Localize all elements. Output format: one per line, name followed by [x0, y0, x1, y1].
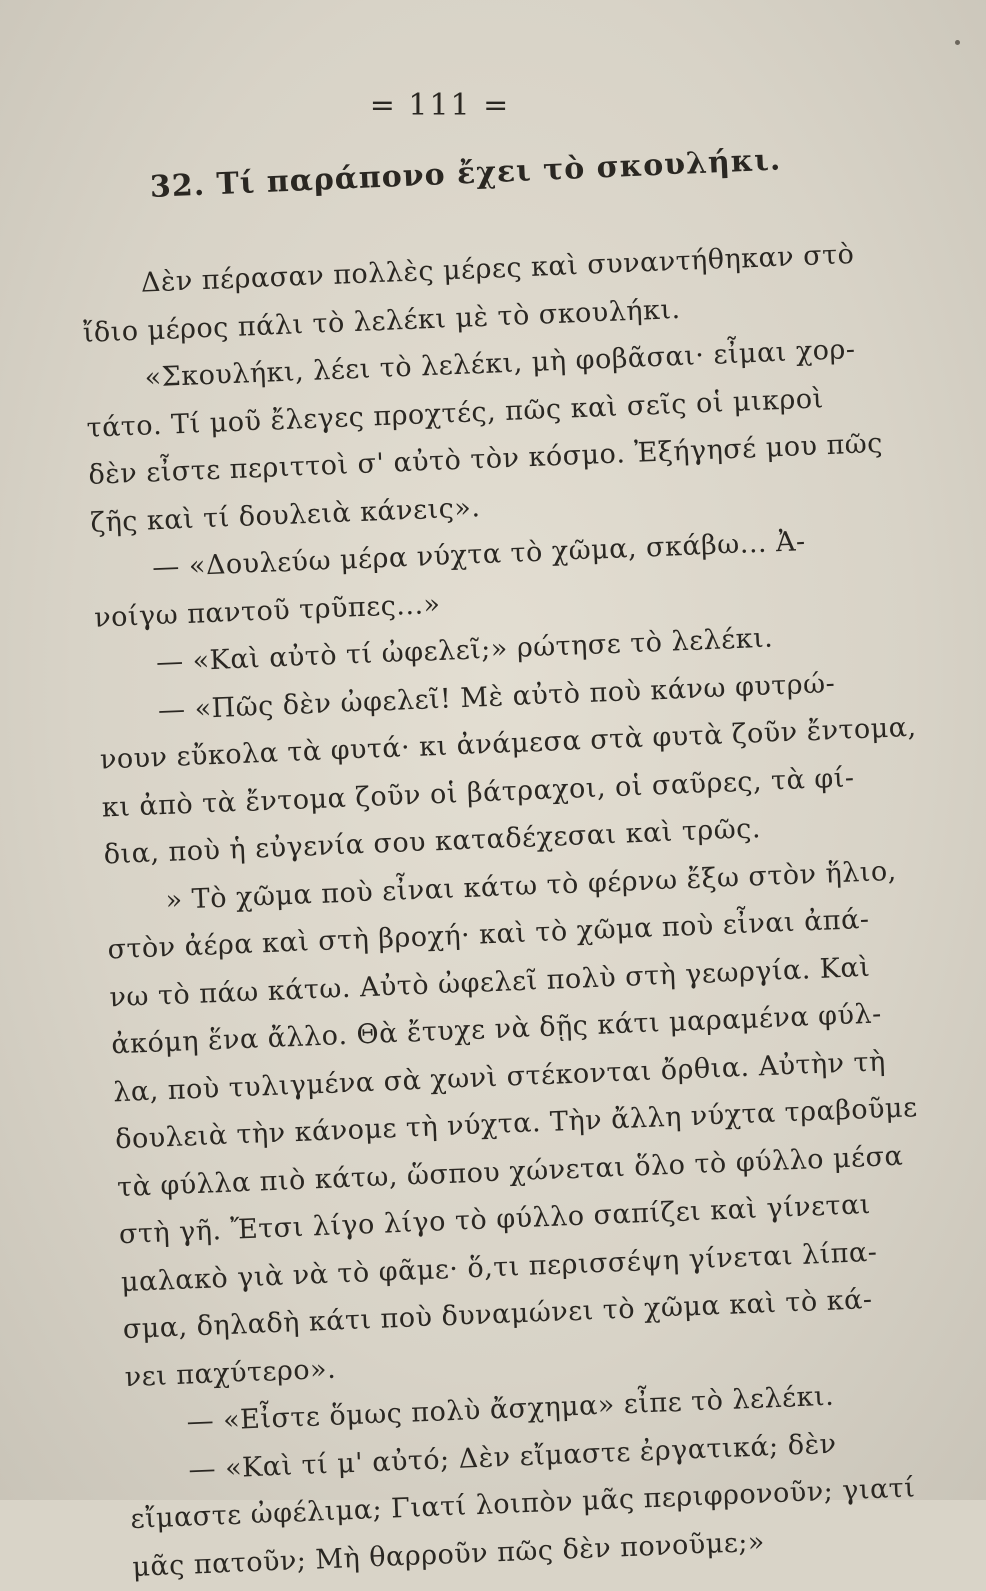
text-line: δια, ποὺ ἡ εὐγενία σου καταδέχεσαι καὶ τρῶς. [103, 813, 762, 871]
text-line: νοίγω παντοῦ τρῦπες...» [93, 588, 442, 634]
text-line: Δὲν πέρασαν πολλὲς μέρες καὶ συναντήθηκαν στὸ [140, 238, 855, 299]
text-line: ἀκόμη ἕνα ἄλλο. Θὰ ἔτυχε νὰ δῇς κάτι μαραμένα φύλ- [110, 998, 883, 1061]
text-line: νω τὸ πάω κάτω. Αὐτὸ ὠφελεῖ πολὺ στὴ γεωργία. Καὶ [108, 951, 871, 1013]
text-line: ἴδιο μέρος πάλι τὸ λελέκι μὲ τὸ σκουλήκι. [82, 293, 682, 349]
text-line: κι ἀπὸ τὰ ἔντομα ζοῦν οἱ βάτραχοι, οἱ σαῦρες, τὰ φί- [101, 761, 855, 824]
text-line: δουλειὰ τὴν κάνομε τὴ νύχτα. Τὴν ἄλλη νύχτα τραβοῦμε [114, 1092, 919, 1156]
text-line: «Σκουλήκι, λέει τὸ λελέκι, μὴ φοβᾶσαι· εἶμαι χορ- [144, 333, 857, 394]
text-line: λα, ποὺ τυλιγμένα σὰ χωνὶ στέκονται ὄρθια. Αὐτὴν τὴ [112, 1045, 887, 1108]
text-line: — «Καὶ αὐτὸ τί ὠφελεῖ;» ρώτησε τὸ λελέκι. [155, 622, 774, 679]
text-line: νουν εὔκολα τὰ φυτά· κι ἀνάμεσα στὰ φυτὰ ζοῦν ἔντομα, [99, 711, 918, 776]
text-line: στὸν ἀέρα καὶ στὴ βροχή· καὶ τὸ χῶμα ποὺ εἶναι ἀπά- [107, 903, 871, 966]
text-line: ζῆς καὶ τί δουλειὰ κάνεις». [89, 491, 481, 539]
text-line: — «Δουλεύω μέρα νύχτα τὸ χῶμα, σκάβω... Ἀ- [151, 526, 807, 584]
text-line: — «Εἶστε ὅμως πολὺ ἄσχημα» εἶπε τὸ λελέκι. [186, 1380, 835, 1438]
text-line: τὰ φύλλα πιὸ κάτω, ὥσπου χώνεται ὅλο τὸ φύλλο μέσα [116, 1140, 904, 1203]
ink-speck [955, 40, 960, 45]
text-line: εἴμαστε ὠφέλιμα; Γιατί λοιπὸν μᾶς περιφρονοῦν; γιατί [129, 1472, 916, 1535]
text-line: δὲν εἶστε περιττοὶ σ' αὐτὸ τὸν κόσμο. Ἐξήγησέ μου πῶς [87, 427, 884, 491]
text-line: τάτο. Τί μοῦ ἔλεγες προχτές, πῶς καὶ σεῖς οἱ μικροὶ [86, 382, 825, 444]
text-line: μᾶς πατοῦν; Μὴ θαρροῦν πῶς δὲν πονοῦμε;» [131, 1526, 766, 1583]
body-text [80, 230, 933, 1591]
text-line: — «Καὶ τί μ' αὐτό; Δὲν εἴμαστε ἐργατικά; δὲν [187, 1428, 837, 1486]
chapter-title: 32. Τί παράπονο ἔχει τὸ σκουλήκι. [149, 142, 782, 205]
text-line: σμα, δηλαδὴ κάτι ποὺ δυναμώνει τὸ χῶμα καὶ τὸ κά- [122, 1284, 874, 1346]
text-line: μαλακὸ γιὰ νὰ τὸ φᾶμε· ὅ,τι περισσέψη γίνεται λίπα- [120, 1236, 878, 1298]
text-line: » Τὸ χῶμα ποὺ εἶναι κάτω τὸ φέρνω ἔξω στὸν ἥλιο, [165, 855, 898, 916]
page-number: = 111 = [369, 88, 511, 123]
text-line: νει παχύτερο». [124, 1353, 337, 1393]
text-line: στὴ γῆ. Ἔτσι λίγο λίγο τὸ φύλλο σαπίζει καὶ γίνεται [118, 1189, 872, 1251]
text-line: — «Πῶς δὲν ὠφελεῖ! Μὲ αὐτὸ ποὺ κάνω φυτρώ- [157, 667, 836, 726]
